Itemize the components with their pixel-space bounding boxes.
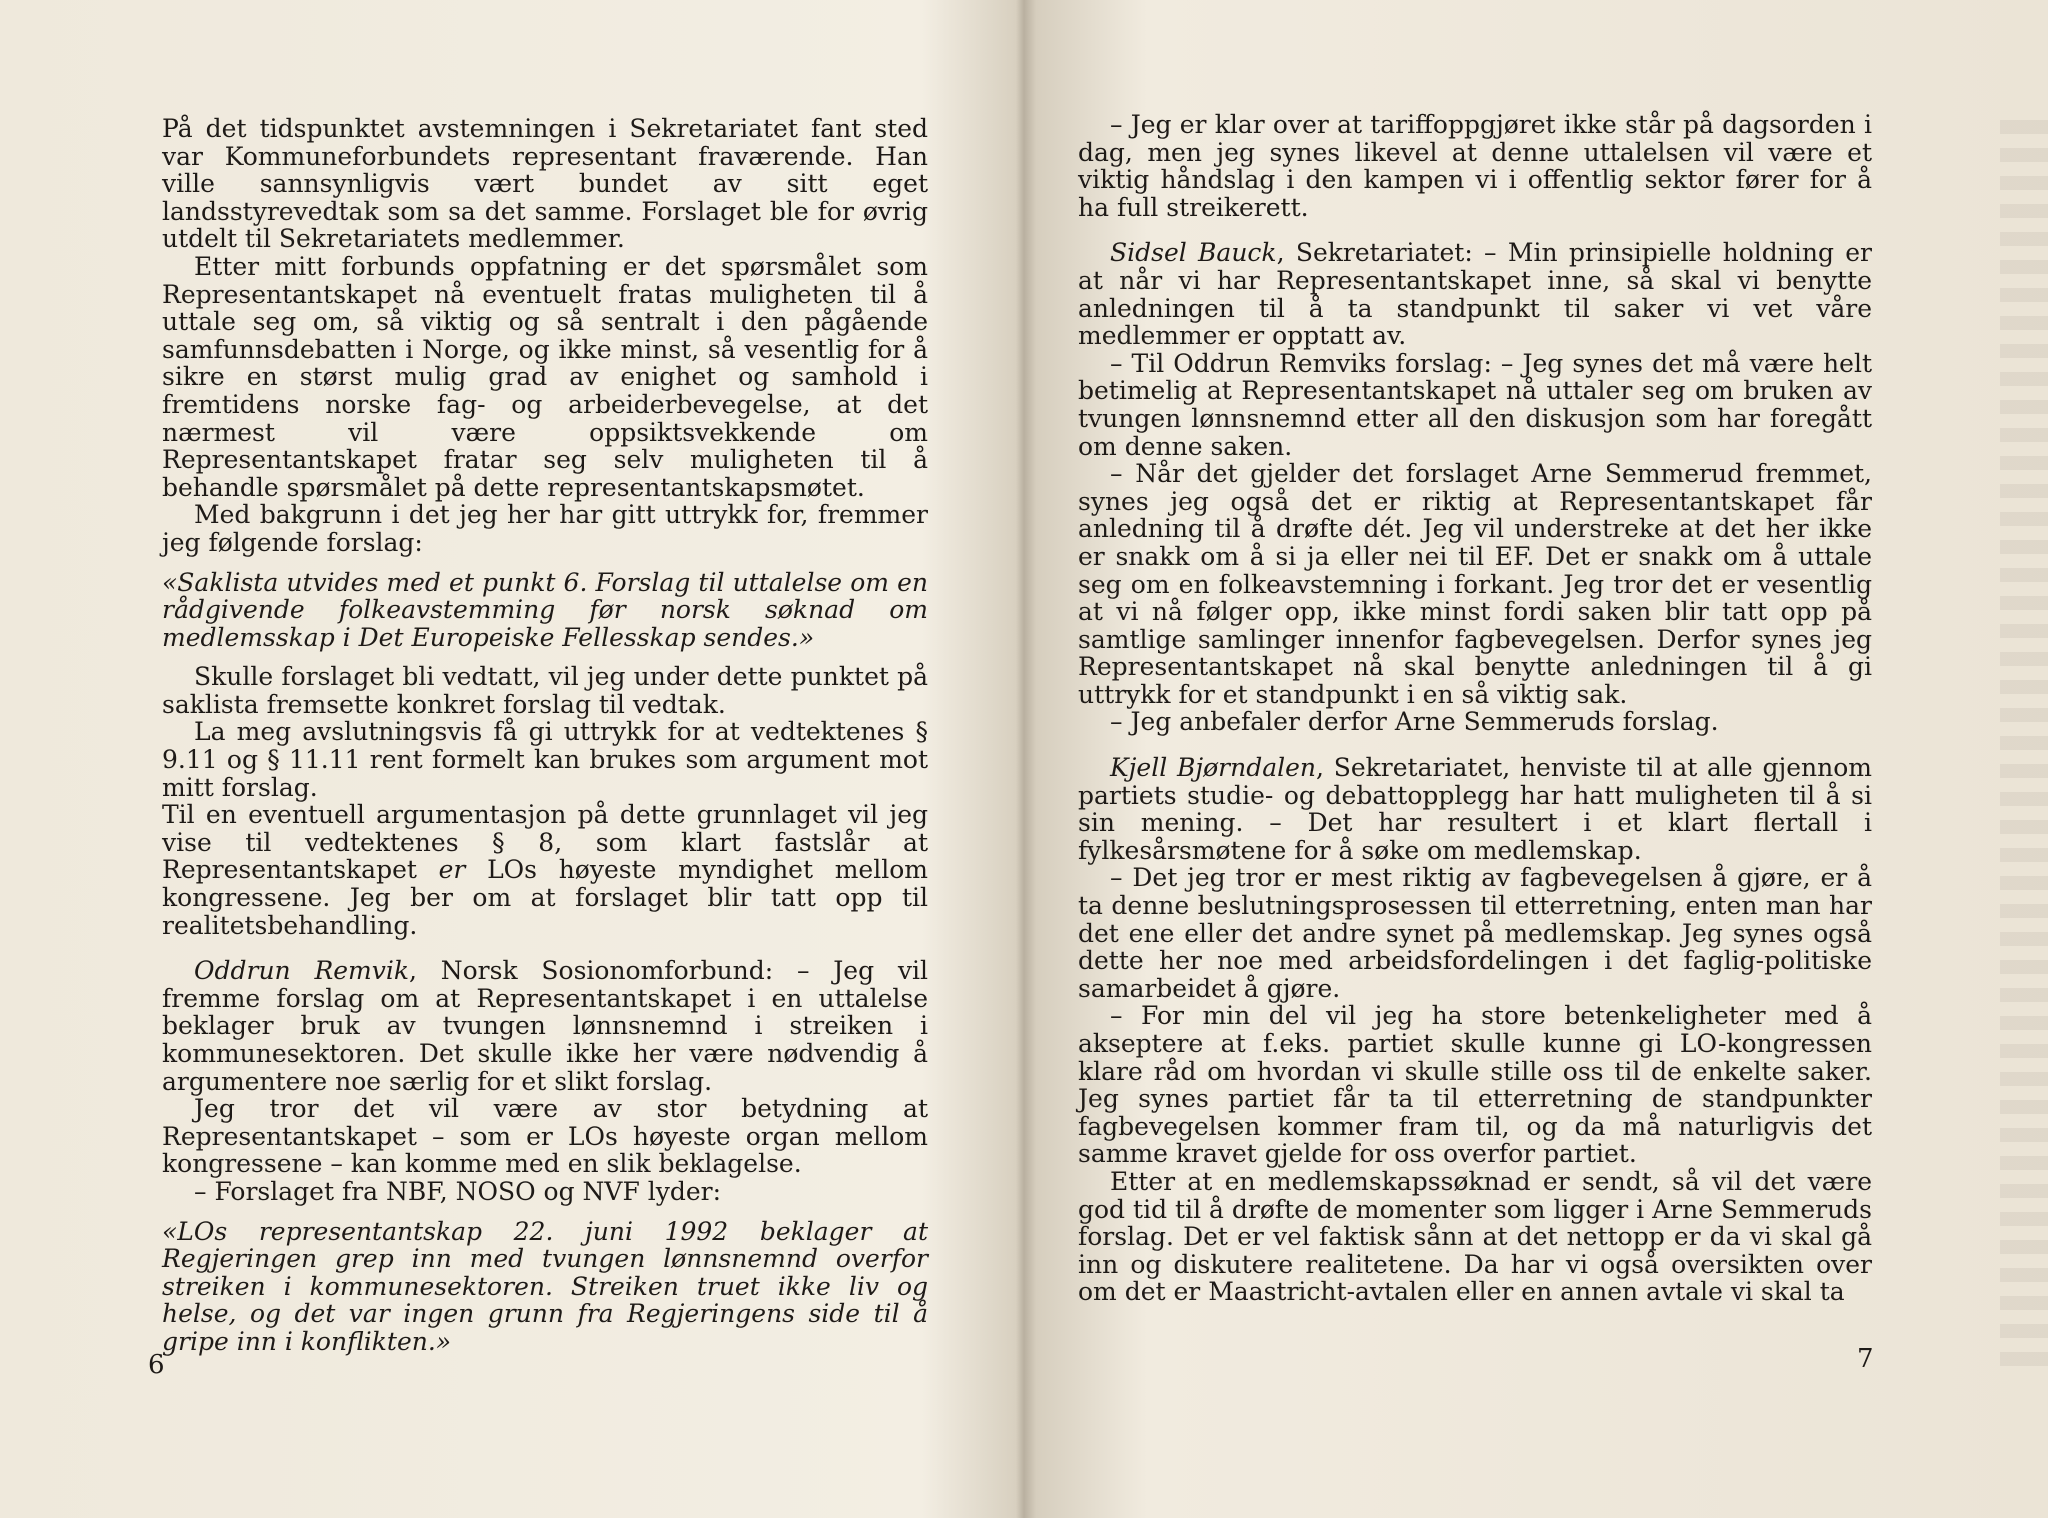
- paragraph: [1078, 239, 1872, 349]
- paragraph: [162, 801, 928, 939]
- right-page-text: [1078, 111, 1872, 1306]
- page-number: 7: [1857, 1344, 1874, 1374]
- paragraph: La meg avslutningsvis få gi uttrykk for at vedtektenes § 9.11 og § 11.11 rent formelt kan brukes som argument mot mitt forslag.: [162, 717, 928, 802]
- paragraph: Jeg tror det vil være av stor betydning at Representantskapet – som er LOs høyeste organ mellom kongressene – kan komme med en slik beklagelse.: [162, 1094, 928, 1179]
- quote-resolution: «LOs representantskap 22. juni 1992 beklager at Regjeringen grep inn med tvungen lønnsnemnd overfor streiken i kommunesektoren. Streiken truet ikke liv og helse, og det var ingen grunn fra Regjeringens side til å gripe inn i konflikten.»: [162, 1216, 928, 1356]
- paragraph-text: , Sekretariatet, henviste til at alle gjennom partiets studie- og debattopplegg har hatt muligheten til å si sin mening. – Det har resultert i et klart flertall i fylkesårsmøtene for å søke om medlemskap.: [1078, 753, 1873, 865]
- paragraph: – Til Oddrun Remviks forslag: – Jeg synes det må være helt betimelig at Representantskapet nå uttaler seg om bruken av tvungen lønnsnemnd etter all den diskusjon som har foregått om denne saken.: [1078, 348, 1872, 461]
- speaker-name: Sidsel Bauck: [1110, 238, 1277, 268]
- paragraph: – Jeg anbefaler derfor Arne Semmeruds forslag.: [1110, 707, 1719, 737]
- emphasis: er: [438, 855, 466, 885]
- paragraph: Etter mitt forbunds oppfatning er det spørsmålet som Representantskapet nå eventuelt fratas muligheten til å uttale seg om, så viktig og så sentralt i den pågående samfunnsdebatten i Norge, og ikke minst, så vesentlig for å sikre en størst mulig grad av enighet og samhold i fremtidens norske fag- og arbeiderbevegelse, at det nærmest vil være oppsiktsvekkende om Representantskapet fratar seg selv muligheten til å behandle spørsmålet på dette representantskapsmøtet.: [162, 251, 928, 502]
- paragraph: [1078, 754, 1872, 864]
- speaker-name: Kjell Bjørndalen: [1110, 753, 1317, 783]
- paragraph-text: Til en eventuell argumentasjon på dette grunnlaget vil jeg vise til vedtektenes § 8, som klart fastslår at Representantskapet: [162, 800, 928, 885]
- quote-proposal: «Saklista utvides med et punkt 6. Forslag til uttalelse om en rådgivende folkeavstemming før norsk søknad om medlemsskap i Det Europeiske Fellesskap sendes.»: [162, 567, 928, 652]
- paragraph: Etter at en medlemskapssøknad er sendt, så vil det være god tid til å drøfte de momenter som ligger i Arne Semmeruds forslag. Det er vel faktisk sånn at det nettopp er da vi skal gå inn og diskutere realitetene. Da har vi også oversikten over om det er Maastricht-avtalen eller en annen avtale vi skal ta: [1078, 1166, 1872, 1307]
- paragraph: Skulle forslaget bli vedtatt, vil jeg under dette punktet på saklista fremsette konkret forslag til vedtak.: [162, 662, 928, 719]
- paragraph-text: , Sekretariatet: – Min prinsipielle holdning er at når vi har Representantskapet inne, så skal vi benytte anledningen til å ta standpunkt til saker vi vet våre medlemmer er opptatt av.: [1078, 238, 1872, 351]
- left-page: [0, 0, 1015, 1518]
- right-page: [1015, 0, 2048, 1518]
- bleed-through-shadow: [2000, 120, 2048, 1380]
- paragraph: – For min del vil jeg ha store betenkeligheter med å akseptere at f.eks. partiet skulle kunne gi LO-kongressen klare råd om hvordan vi skulle stille oss til de enkelte saker. Jeg synes partiet får ta til etterretning de standpunkter fagbevegelsen kommer fram til, og da må naturligvis det samme kravet gjelde for oss overfor partiet.: [1078, 1001, 1872, 1169]
- paragraph: Med bakgrunn i det jeg her har gitt uttrykk for, fremmer jeg følgende forslag:: [162, 500, 928, 557]
- paragraph: [162, 957, 928, 1095]
- paragraph: – Jeg er klar over at tariffoppgjøret ikke står på dagsorden i dag, men jeg synes likevel at denne uttalelsen vil være et viktig håndslag i den kampen vi i offentlig sektor fører for å ha full streikerett.: [1078, 110, 1872, 222]
- page-number: 6: [148, 1350, 165, 1380]
- paragraph: – Forslaget fra NBF, NOSO og NVF lyder:: [194, 1176, 722, 1206]
- left-page-text: [162, 115, 928, 1368]
- paragraph-text: , Norsk Sosionomforbund: – Jeg vil fremme forslag om at Representantskapet i en uttalelse beklager bruk av tvungen lønnsnemnd i streiken i kommunesektoren. Det skulle ikke her være nødvendig å argumentere noe særlig for et slikt forslag.: [162, 956, 928, 1096]
- paragraph: – Det jeg tror er mest riktig av fagbevegelsen å gjøre, er å ta denne beslutningsprosessen til etterretning, enten man har det ene eller det andre synet på medlemskap. Jeg synes også dette her noe med arbeidsfordelingen i det faglig-politiske samarbeidet å gjøre.: [1078, 863, 1872, 1003]
- paragraph-text: LOs høyeste myndighet mellom kongressene. Jeg ber om at forslaget blir tatt opp til realitetsbehandling.: [162, 855, 928, 940]
- paragraph: – Når det gjelder det forslaget Arne Semmerud fremmet, synes jeg også det er riktig at Representantskapet får anledning til å drøfte dét. Jeg vil understreke at det her ikke er snakk om å si ja eller nei til EF. Det er snakk om å uttale seg om en folkeavstemning i forkant. Jeg tror det er vesentlig at vi nå følger opp, ikke minst fordi saken blir tatt opp på samtlige samlinger innenfor fagbevegelsen. Derfor synes jeg Representantskapet nå skal benytte anledningen til å gi uttrykk for et standpunkt i en så viktig sak.: [1078, 459, 1872, 709]
- paragraph: På det tidspunktet avstemningen i Sekretariatet fant sted var Kommuneforbundets representant fraværende. Han ville sannsynligvis vært bundet av sitt eget landsstyrevedtak som sa det samme. Forslaget ble for øvrig utdelt til Sekretariatets medlemmer.: [162, 114, 928, 254]
- speaker-name: Oddrun Remvik: [194, 956, 410, 986]
